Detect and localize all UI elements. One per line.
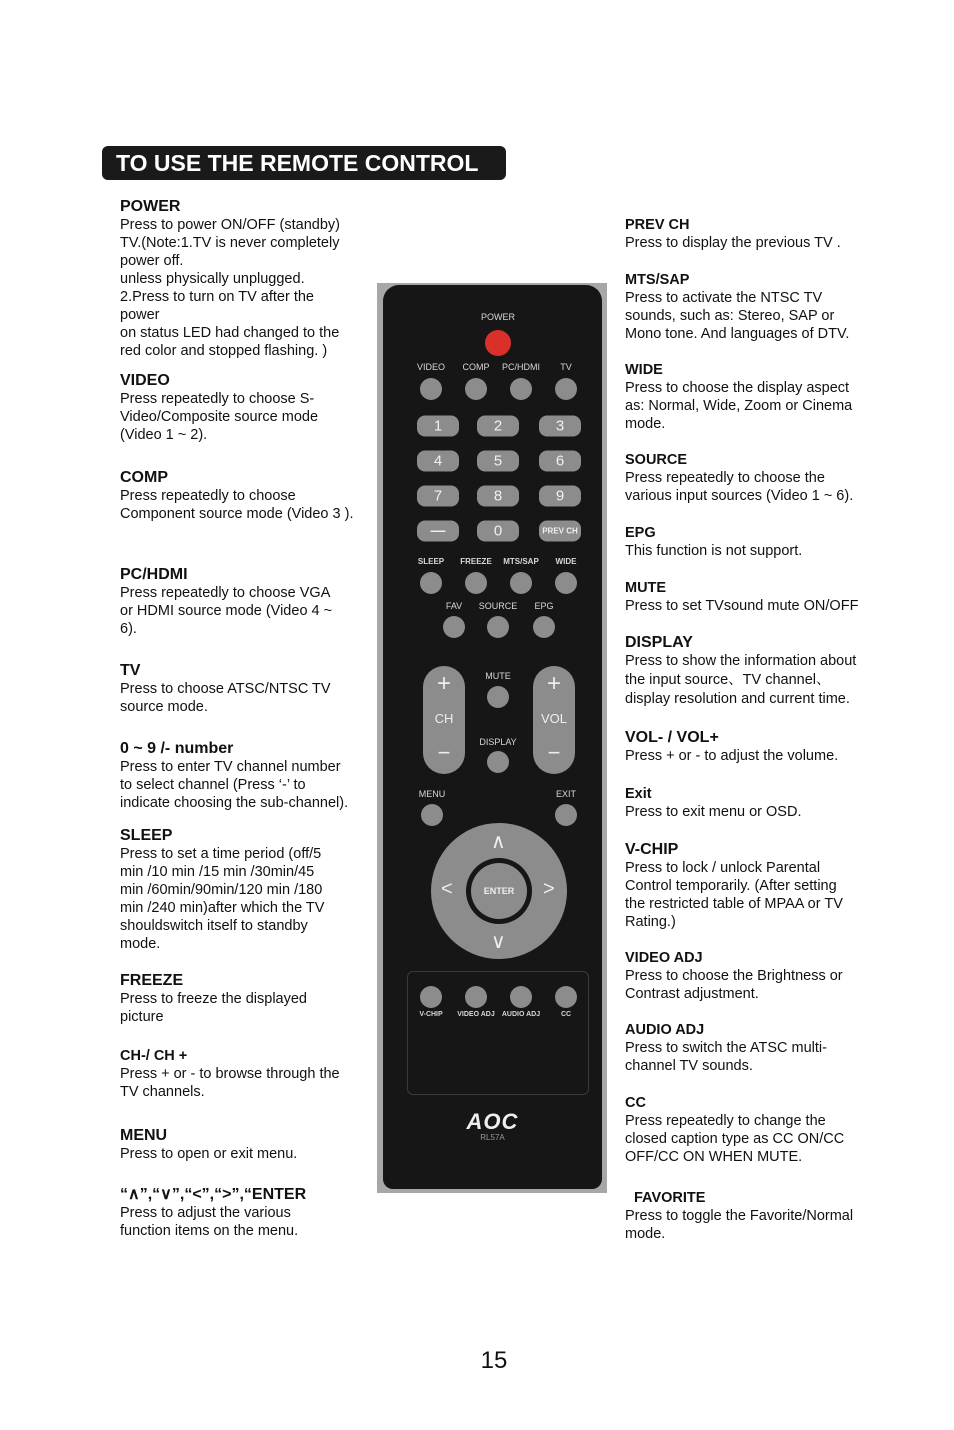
section-heading: VIDEO ADJ <box>625 950 703 966</box>
source-label: SOURCE <box>478 601 518 611</box>
source-button[interactable] <box>487 616 509 638</box>
vol-label: VOL <box>540 711 567 726</box>
section-ch <box>120 1047 370 1101</box>
audio-adj-label: AUDIO ADJ <box>501 1011 541 1018</box>
section-text: Press to exit menu or OSD. <box>625 804 802 820</box>
section-text: Press to freeze the displayed picture <box>120 991 307 1025</box>
section-sleep <box>120 826 370 953</box>
section-number <box>120 739 376 812</box>
key-3[interactable]: 3 <box>539 416 581 437</box>
wide-button[interactable] <box>555 572 577 594</box>
pc-hdmi-button[interactable] <box>510 378 532 400</box>
section-mts-sap <box>625 271 887 343</box>
freeze-label: FREEZE <box>460 557 492 566</box>
v-chip-button[interactable] <box>420 986 442 1008</box>
section-epg <box>625 524 887 560</box>
section-exit <box>625 785 887 821</box>
key-6[interactable]: 6 <box>539 451 581 472</box>
section-heading: MENU <box>120 1127 168 1144</box>
exit-label: EXIT <box>555 789 577 799</box>
section-video <box>120 371 370 444</box>
section-display <box>625 633 887 709</box>
section-text: Press to display the previous TV . <box>625 235 841 251</box>
up-arrow-icon[interactable]: ∧ <box>491 831 506 853</box>
section-heading: V-CHIP <box>625 841 679 858</box>
section-audio-adj <box>625 1021 887 1075</box>
section-text: Press to enter TV channel number to select channel (Press ‘-’ to indicate choosing the sub-channel). <box>120 759 349 811</box>
section-heading: VIDEO <box>120 372 170 389</box>
cc-label: CC <box>560 1011 572 1018</box>
section-text: Press to activate the NTSC TV sounds, such as: Stereo, SAP or Mono tone. And languages of DTV. <box>625 290 850 342</box>
sleep-label: SLEEP <box>417 557 445 566</box>
key-8[interactable]: 8 <box>477 486 519 507</box>
section-heading: DISPLAY <box>625 634 693 651</box>
mts-sap-button[interactable] <box>510 572 532 594</box>
section-heading: FAVORITE <box>634 1190 706 1206</box>
right-arrow-icon[interactable]: > <box>543 878 555 900</box>
mute-button[interactable] <box>487 686 509 708</box>
section-arrows <box>120 1185 370 1240</box>
section-heading: CH-/ CH + <box>120 1048 188 1064</box>
mute-label: MUTE <box>485 671 511 681</box>
section-video-adj <box>625 949 887 1003</box>
section-text: Press repeatedly to choose VGA or HDMI source mode (Video 4 ~ 6). <box>120 585 333 637</box>
section-heading: PC/HDMI <box>120 566 188 583</box>
comp-button[interactable] <box>465 378 487 400</box>
section-text: Press to switch the ATSC multi- channel TV sounds. <box>625 1040 827 1074</box>
section-heading: 0 ~ 9 /- number <box>120 740 234 757</box>
power-label: POWER <box>480 312 516 322</box>
key-5[interactable]: 5 <box>477 451 519 472</box>
remote-control-image <box>377 283 607 1193</box>
tv-button[interactable] <box>555 378 577 400</box>
section-heading: Exit <box>625 786 652 802</box>
down-arrow-icon[interactable]: ∨ <box>491 931 506 953</box>
section-text: Press to show the information about the input source、TV channel、 display resolution and current time. <box>625 653 857 707</box>
video-button[interactable] <box>420 378 442 400</box>
section-heading: WIDE <box>625 362 663 378</box>
section-vol <box>625 728 887 765</box>
key-7[interactable]: 7 <box>417 486 459 507</box>
section-text: Press to choose the Brightness or Contrast adjustment. <box>625 968 843 1002</box>
section-menu <box>120 1126 370 1163</box>
navigation-pad <box>431 823 567 959</box>
section-heading: SOURCE <box>625 452 688 468</box>
section-text: Press to set a time period (off/5 min /10 min /15 min /30min/45 min /60min/90min/120 min /180 min /240 min)after which the TV shouldswitch itself to standby mode. <box>120 846 325 952</box>
section-source <box>625 451 887 505</box>
tv-label: TV <box>560 362 572 372</box>
section-favorite <box>625 1189 887 1243</box>
page-title: TO USE THE REMOTE CONTROL <box>102 146 506 180</box>
prev-ch-button[interactable]: PREV CH <box>539 521 581 542</box>
section-cc <box>625 1094 887 1166</box>
section-text: Press to open or exit menu. <box>120 1146 298 1162</box>
remote-body <box>383 285 602 1189</box>
section-wide <box>625 361 887 433</box>
key-9[interactable]: 9 <box>539 486 581 507</box>
minus-icon: − <box>437 740 451 765</box>
plus-icon: + <box>546 670 561 697</box>
channel-rocker[interactable] <box>423 666 465 774</box>
menu-button[interactable] <box>421 804 443 826</box>
section-heading: VOL- / VOL+ <box>625 729 719 746</box>
volume-rocker[interactable] <box>533 666 575 774</box>
page-number: 15 <box>480 1347 508 1374</box>
section-text: Press repeatedly to choose S- Video/Composite source mode (Video 1 ~ 2). <box>120 391 319 443</box>
brand-logo: AOC <box>466 1109 519 1134</box>
section-heading: FREEZE <box>120 972 184 989</box>
section-text: Press repeatedly to change the closed caption type as CC ON/CC OFF/CC ON WHEN MUTE. <box>625 1113 845 1165</box>
section-text: Press + or - to adjust the volume. <box>625 748 839 764</box>
display-label: DISPLAY <box>479 737 517 747</box>
fav-label: FAV <box>445 601 463 611</box>
wide-label: WIDE <box>555 557 577 566</box>
section-text: Press to choose the display aspect as: Normal, Wide, Zoom or Cinema mode. <box>625 380 853 432</box>
menu-label: MENU <box>418 789 446 799</box>
section-text: Press to toggle the Favorite/Normal mode. <box>625 1208 854 1242</box>
section-mute <box>625 579 887 615</box>
section-heading: CC <box>625 1095 646 1111</box>
section-heading: MTS/SAP <box>625 272 690 288</box>
section-heading: COMP <box>120 469 168 486</box>
section-heading: MUTE <box>625 580 667 596</box>
section-heading: EPG <box>625 525 656 541</box>
ch-label: CH <box>434 711 454 726</box>
section-text: This function is not support. <box>625 543 803 559</box>
comp-label: COMP <box>462 362 490 372</box>
section-heading: TV <box>120 662 141 679</box>
freeze-button[interactable] <box>465 572 487 594</box>
section-text: Press + or - to browse through the TV channels. <box>120 1066 340 1100</box>
section-tv <box>120 661 370 716</box>
display-button[interactable] <box>487 751 509 773</box>
video-adj-button[interactable] <box>465 986 487 1008</box>
minus-icon: − <box>547 740 561 765</box>
section-power <box>120 197 370 360</box>
model-label: RL57A <box>480 1133 505 1142</box>
key-1[interactable]: 1 <box>417 416 459 437</box>
section-text: Press to choose ATSC/NTSC TV source mode. <box>120 681 331 715</box>
section-heading: POWER <box>120 198 181 215</box>
section-pc-hdmi <box>120 565 370 638</box>
epg-button[interactable] <box>533 616 555 638</box>
key-2[interactable]: 2 <box>477 416 519 437</box>
section-comp <box>120 468 378 523</box>
left-arrow-icon[interactable]: < <box>441 878 453 900</box>
section-prev-ch <box>625 216 887 252</box>
video-label: VIDEO <box>416 362 446 372</box>
plus-icon: + <box>436 670 451 697</box>
epg-label: EPG <box>534 601 554 611</box>
section-heading: SLEEP <box>120 827 173 844</box>
key-0[interactable]: 0 <box>477 521 519 542</box>
key-4[interactable]: 4 <box>417 451 459 472</box>
section-text: Press to lock / unlock Parental Control temporarily. (After setting the restricted table of MPAA or TV Rating.) <box>625 860 843 930</box>
section-text: Press to adjust the various function items on the menu. <box>120 1205 299 1239</box>
video-adj-label: VIDEO ADJ <box>457 1011 495 1018</box>
section-heading: AUDIO ADJ <box>625 1022 705 1038</box>
section-heading: “∧”,“∨”,“<”,“>”,“ENTER <box>120 1186 307 1203</box>
section-heading: PREV CH <box>625 217 690 233</box>
section-text: Press to set TVsound mute ON/OFF <box>625 598 859 614</box>
power-button[interactable] <box>485 330 511 356</box>
exit-button[interactable] <box>555 804 577 826</box>
key-dash[interactable]: — <box>417 521 459 542</box>
pc-hdmi-label: PC/HDMI <box>502 362 540 372</box>
section-text: Press repeatedly to choose the various input sources (Video 1 ~ 6). <box>625 470 854 504</box>
sleep-button[interactable] <box>420 572 442 594</box>
v-chip-label: V-CHIP <box>419 1011 443 1018</box>
audio-adj-button[interactable] <box>510 986 532 1008</box>
section-text: Press repeatedly to choose Component source mode (Video 3 ). <box>120 488 354 522</box>
section-v-chip <box>625 840 887 931</box>
fav-button[interactable] <box>443 616 465 638</box>
enter-button[interactable]: ENTER <box>471 863 527 919</box>
section-freeze <box>120 971 370 1026</box>
cc-button[interactable] <box>555 986 577 1008</box>
section-text: Press to power ON/OFF (standby) TV.(Note:1.TV is never completely power off. unless physically unplugged. 2.Press to turn on TV after the power on status LED had changed to the red color and stopped flashing. ) <box>120 217 340 359</box>
mts-sap-label: MTS/SAP <box>503 557 539 566</box>
